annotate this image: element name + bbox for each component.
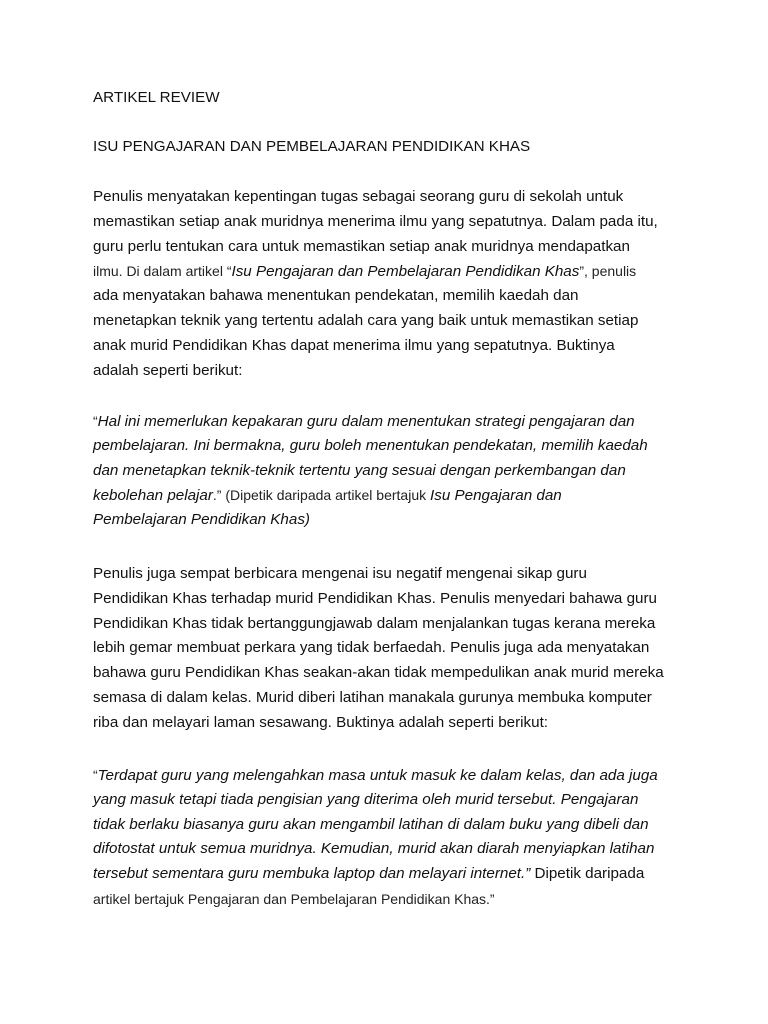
quote-line: tidak berlaku biasanya guru akan mengambil latihan di dalam buku yang dibeli dan — [93, 815, 649, 833]
quote-open-mark: “ — [93, 413, 98, 429]
paragraph-text: ”, penulis — [579, 263, 637, 280]
paragraph-line: lebih gemar membuat perkara yang tidak berfaedah. Penulis juga ada menyatakan — [93, 639, 650, 657]
citation-title: Isu Pengajaran dan — [430, 487, 562, 505]
paragraph-line: semasa di dalam kelas. Murid diberi latihan manakala gurunya membuka komputer — [93, 688, 652, 706]
citation-line: artikel bertajuk Pengajaran dan Pembelajaran Pendidikan Khas.” — [93, 890, 495, 907]
quote-text: kebolehan pelajar — [93, 487, 213, 505]
paragraph-2 — [93, 562, 693, 736]
paragraph-text: ilmu. Di dalam artikel “ — [93, 263, 232, 280]
article-title — [93, 135, 693, 160]
paragraph-line: adalah seperti berikut: — [93, 361, 243, 379]
paragraph-line: Pendidikan Khas terhadap murid Pendidikan Khas. Penulis menyedari bahawa guru — [93, 589, 657, 607]
quote-text: tersebut sementara guru membuka laptop dan melayari internet.” — [93, 865, 531, 883]
quote-line-mixed — [93, 409, 693, 434]
paragraph-line: Pendidikan Khas tidak bertanggungjawab dalam menjalankan tugas kerana mereka — [93, 614, 656, 632]
paragraph-line: menetapkan teknik yang tertentu adalah cara yang baik untuk memastikan setiap — [93, 311, 639, 329]
article-title-reference: Isu Pengajaran dan Pembelajaran Pendidikan Khas — [231, 263, 580, 281]
quote-2 — [93, 763, 693, 912]
paragraph-line: riba dan melayari laman sesawang. Buktinya adalah seperti berikut: — [93, 713, 549, 731]
quote-line-mixed — [93, 483, 693, 508]
quote-text: Hal ini memerlukan kepakaran guru dalam menentukan strategi pengajaran dan — [97, 413, 635, 430]
quote-open-mark: “ — [93, 767, 98, 783]
paragraph-line: bahawa guru Pendidikan Khas seakan-akan tidak mempedulikan anak murid mereka — [93, 664, 664, 682]
quote-line: dan menetapkan teknik-teknik tertentu yang sesuai dengan perkembangan dan — [93, 461, 626, 479]
heading-text: ARTIKEL REVIEW — [93, 89, 220, 106]
document-heading — [93, 86, 693, 111]
quote-line: pembelajaran. Ini bermakna, guru boleh menentukan pendekatan, memilih kaedah — [93, 436, 648, 454]
paragraph-line-mixed — [93, 259, 693, 284]
quote-1 — [93, 409, 693, 533]
quote-line-mixed — [93, 862, 693, 887]
quote-line: difotostat untuk semua muridnya. Kemudian, murid akan diarah menyiapkan latihan — [93, 840, 655, 858]
paragraph-line: anak murid Pendidikan Khas dapat menerima ilmu yang sepatutnya. Buktinya — [93, 336, 615, 354]
citation-text: Dipetik daripada — [530, 865, 645, 883]
citation-text: .” (Dipetik daripada artikel bertajuk — [212, 487, 431, 504]
quote-line: yang masuk tetapi tiada pengisian yang diterima oleh murid tersebut. Pengajaran — [93, 790, 639, 808]
title-text: ISU PENGAJARAN DAN PEMBELAJARAN PENDIDIKAN KHAS — [93, 138, 531, 155]
paragraph-line: ada menyatakan bahawa menentukan pendekatan, memilih kaedah dan — [93, 287, 579, 305]
quote-text: Terdapat guru yang melengahkan masa untuk masuk ke dalam kelas, dan ada juga — [97, 767, 658, 784]
paragraph-line: Penulis menyatakan kepentingan tugas sebagai seorang guru di sekolah untuk — [93, 188, 624, 205]
paragraph-line: memastikan setiap anak muridnya menerima ilmu yang sepatutnya. Dalam pada itu, — [93, 212, 658, 230]
citation-title-line: Pembelajaran Pendidikan Khas) — [93, 511, 310, 529]
quote-line-mixed — [93, 763, 693, 788]
paragraph-line: Penulis juga sempat berbicara mengenai isu negatif mengenai sikap guru — [93, 565, 587, 582]
paragraph-1 — [93, 185, 693, 383]
paragraph-line: guru perlu tentukan cara untuk memastikan setiap anak muridnya mendapatkan — [93, 237, 630, 255]
